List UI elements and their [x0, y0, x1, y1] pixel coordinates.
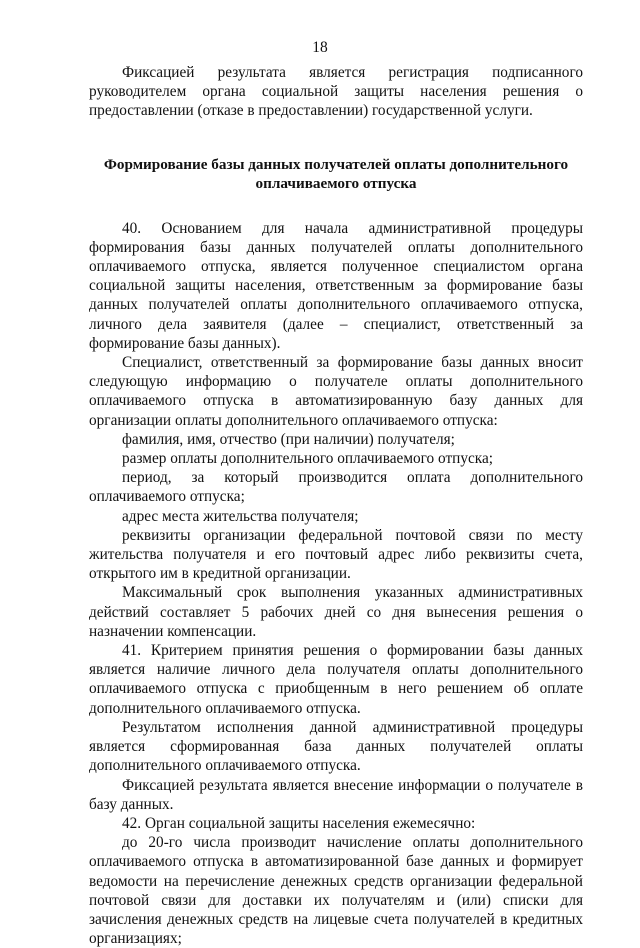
page-number: 18 — [312, 39, 328, 56]
list-item-address: адрес места жительства получателя; — [122, 507, 359, 525]
list-item-requisites: реквизиты организации федеральной почтовой связи по месту жительства получателя и его почтовый адрес либо реквизиты счета, открытого им в кредитной организации. — [89, 526, 583, 583]
list-item-amount: размер оплаты дополнительного оплачиваемого отпуска; — [122, 450, 494, 468]
paragraph-41: 41. Критерием принятия решения о формировании базы данных является наличие личного дела получателя оплаты дополнительного оплачиваемого отпуска с приобщенным в него решением об оплате дополнительного оплачиваемого отпуска. — [89, 642, 583, 717]
document-body — [89, 63, 583, 948]
paragraph-specialist: Специалист, ответственный за формирование базы данных вносит следующую информацию о получателе оплаты дополнительного оплачиваемого отпуска в автоматизированную базу данных для организации оплаты дополнительного оплачиваемого отпуска: — [89, 354, 583, 429]
intro-paragraph: Фиксацией результата является регистрация подписанного руководителем органа социальной защиты населения решения о предоставлении (отказе в предоставлении) государственной услуги. — [89, 64, 583, 120]
paragraph-42: 42. Орган социальной защиты населения ежемесячно: — [122, 814, 476, 832]
paragraph-result: Результатом исполнения данной административной процедуры является сформированная база данных получателей оплаты дополнительного оплачиваемого отпуска. — [89, 718, 583, 775]
section-title: Формирование базы данных получателей оплаты дополнительного оплачиваемого отпуска — [103, 155, 569, 192]
paragraph-monthly: до 20-го числа производит начисление оплаты дополнительного оплачиваемого отпуска в автоматизированной базе данных и формирует ведомости на перечисление денежных средств организации федеральной почтовой связи для доставки их получателям и (или) списки для зачисления денежных средств на лицевые счета получателей в кредитных организациях; — [89, 834, 583, 948]
list-item-period: период, за который производится оплата дополнительного оплачиваемого отпуска; — [89, 469, 583, 506]
paragraph-fixation: Фиксацией результата является внесение информации о получателе в базу данных. — [89, 776, 583, 813]
list-item-name: фамилия, имя, отчество (при наличии) получателя; — [122, 430, 455, 448]
paragraph-40: 40. Основанием для начала административной процедуры формирования базы данных получателей оплаты дополнительного оплачиваемого отпуска, является полученное специалистом органа социальной защиты населения, ответственным за формирование базы данных получателей оплаты дополнительного оплачиваемого отпуска, личного дела заявителя (далее – специалист, ответственный за формирование базы данных). — [89, 219, 583, 352]
paragraph-deadline: Максимальный срок выполнения указанных административных действий составляет 5 рабочих дней со дня вынесения решения о назначении компенсации. — [89, 584, 583, 640]
